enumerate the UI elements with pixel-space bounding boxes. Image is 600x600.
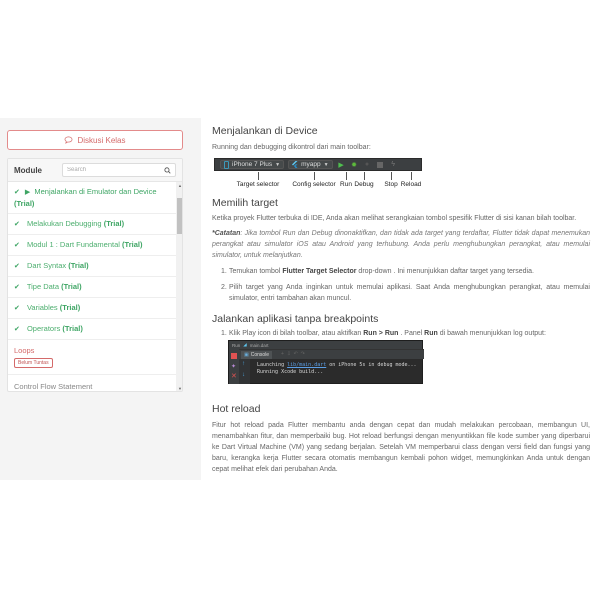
step-text: Klik Play icon di bilah toolbar, atau aktifkan bbox=[229, 330, 364, 337]
step-number: 1. bbox=[221, 330, 227, 337]
caret-down-icon: ▼ bbox=[323, 161, 329, 168]
check-icon: ✔ bbox=[14, 326, 20, 333]
toolbar-bar bbox=[214, 158, 422, 171]
step-item bbox=[212, 266, 590, 277]
lesson-content bbox=[212, 118, 590, 480]
status-badge: Belum Tuntas bbox=[14, 358, 53, 368]
module-search-input[interactable] bbox=[67, 167, 157, 173]
console-line: Running Xcode build... bbox=[257, 369, 324, 375]
flutter-icon: ◢ bbox=[243, 342, 247, 347]
stop-icon bbox=[231, 353, 237, 359]
steps-list bbox=[212, 328, 590, 339]
step-bold: Run > Run bbox=[363, 330, 399, 337]
check-icon: ✔ bbox=[14, 221, 20, 228]
module-item-label: Operators bbox=[26, 324, 61, 333]
search-icon[interactable] bbox=[164, 167, 171, 174]
step-number: 2. bbox=[221, 284, 227, 291]
module-item-label: Control Flow Statement bbox=[14, 382, 93, 391]
console-link: lib/main.dart bbox=[287, 362, 327, 368]
step-number: 1. bbox=[221, 268, 227, 275]
module-item-label: Menjalankan di Emulator dan Device bbox=[34, 187, 157, 196]
page bbox=[0, 118, 600, 480]
console-line: on iPhone 5s in debug mode... bbox=[326, 362, 417, 368]
module-item[interactable] bbox=[8, 256, 176, 277]
check-icon: ✔ bbox=[14, 284, 20, 291]
step-text: Temukan tombol bbox=[229, 268, 283, 275]
module-item-label: Modul 1 : Dart Fundamental bbox=[26, 240, 120, 249]
toolbar-label: Reload bbox=[400, 181, 422, 188]
module-item-tag: (Trial) bbox=[103, 219, 125, 228]
note-paragraph bbox=[212, 228, 590, 261]
step-bold: Flutter Target Selector bbox=[282, 268, 357, 275]
step-text: drop-down . Ini menunjukkan daftar target yang tersedia. bbox=[356, 268, 534, 275]
module-item[interactable] bbox=[8, 340, 176, 375]
module-item-label: Variables bbox=[26, 303, 58, 312]
module-item-tag: (Trial) bbox=[14, 199, 35, 208]
module-search bbox=[62, 163, 176, 177]
module-item-tag: (Trial) bbox=[61, 282, 82, 291]
toolbar-label: Debug bbox=[354, 181, 374, 188]
check-icon: ✔ bbox=[14, 242, 20, 249]
step-item bbox=[212, 328, 590, 339]
module-item-tag: (Trial) bbox=[122, 240, 143, 249]
stop-icon bbox=[376, 160, 385, 169]
section-heading: Hot reload bbox=[212, 403, 261, 415]
paragraph: Running dan debugging dikontrol dari main toolbar: bbox=[212, 144, 371, 151]
arrow-down-icon: ↓ bbox=[242, 372, 245, 378]
toolbar-label: Config selector bbox=[292, 181, 336, 188]
section-heading: Memilih target bbox=[212, 197, 278, 209]
paragraph: Ketika proyek Flutter terbuka di IDE, Anda akan melihat serangkaian tombol spesifik Flutter di sisi kanan bilah toolbar. bbox=[212, 215, 577, 222]
console-run-label: Run bbox=[232, 342, 241, 348]
run-icon: ▶ bbox=[338, 161, 344, 169]
config-selector bbox=[288, 160, 332, 169]
module-item[interactable] bbox=[8, 319, 176, 340]
toolbar-icons: + ⇩ ↶ ↷ bbox=[281, 351, 305, 357]
console-tab-label: Console bbox=[250, 352, 270, 358]
target-device-label: iPhone 7 Plus bbox=[232, 161, 273, 168]
play-icon: ▶ bbox=[24, 189, 31, 196]
section-heading: Menjalankan di Device bbox=[212, 125, 318, 137]
step-text: . Panel bbox=[398, 330, 425, 337]
step-text: Pilih target yang Anda inginkan untuk memulai aplikasi. Saat Anda menghubungkan perangkat, atau memulai simulator, entri tambahan akan muncul. bbox=[229, 284, 590, 302]
check-icon: ✔ bbox=[14, 263, 20, 270]
module-title: Module bbox=[14, 165, 42, 175]
sidebar bbox=[0, 118, 201, 480]
module-item-tag: (Trial) bbox=[62, 324, 83, 333]
module-item[interactable] bbox=[8, 277, 176, 298]
toolbar-image bbox=[214, 158, 422, 194]
module-item-tag: (Trial) bbox=[68, 261, 89, 270]
module-item-label: Melakukan Debugging bbox=[26, 219, 102, 228]
console-file-label: main.dart bbox=[249, 342, 269, 348]
module-list-scrollbar[interactable] bbox=[176, 182, 183, 392]
module-item[interactable] bbox=[8, 375, 176, 392]
close-icon: ✕ bbox=[231, 373, 237, 380]
module-item[interactable] bbox=[8, 298, 176, 319]
reload-icon: ϟ bbox=[391, 161, 395, 168]
toolbar-label: Run bbox=[340, 181, 352, 188]
caret-down-icon: ▼ bbox=[275, 161, 281, 168]
phone-icon bbox=[224, 161, 229, 169]
console-line: Launching bbox=[257, 362, 288, 368]
module-item-label: Loops bbox=[14, 346, 35, 355]
console-tab bbox=[241, 351, 272, 359]
config-label: myapp bbox=[301, 161, 321, 168]
console-output bbox=[257, 362, 417, 376]
pin-icon: ✦ bbox=[231, 364, 237, 370]
discuss-class-label: Diskusi Kelas bbox=[77, 135, 126, 145]
step-item bbox=[212, 282, 590, 304]
flutter-icon bbox=[292, 161, 298, 168]
toolbar-label: Stop bbox=[384, 181, 398, 188]
discuss-class-button[interactable] bbox=[7, 130, 183, 150]
module-item-tag: (Trial) bbox=[59, 303, 81, 312]
console-sidebar bbox=[229, 349, 239, 384]
module-item[interactable] bbox=[8, 235, 176, 256]
module-item[interactable] bbox=[8, 182, 176, 214]
console-icon: ▣ bbox=[244, 352, 249, 358]
module-list bbox=[8, 182, 176, 392]
steps-list bbox=[212, 266, 590, 304]
check-icon: ✔ bbox=[14, 189, 20, 196]
module-item[interactable] bbox=[8, 214, 176, 235]
target-selector bbox=[220, 160, 284, 169]
note-label: *Catatan bbox=[212, 230, 241, 237]
module-item-label: Tipe Data bbox=[26, 282, 60, 291]
scroll-up-icon[interactable]: ▲ bbox=[178, 183, 182, 188]
attach-icon: ● bbox=[364, 161, 370, 168]
paragraph: Fitur hot reload pada Flutter membantu anda dengan cepat dan mudah melakukan percobaan, membangun UI, menambahkan fitur, dan memperbaiki bug. Hot reload berfungsi dengan menyuntikkan file kode sumber yang diperbarui ke Dart Virtual Machine (VM) yang sedang berjalan. Setelah VM memperbarui class dengan versi field dan fungsi yang baru, kerangka kerja Flutter secara otomatis membangun kembali pohon widget, memungkinkan Anda untuk dengan cepat melihat efek dari perubahan Anda. bbox=[212, 422, 590, 473]
chat-bubble-icon bbox=[64, 136, 73, 144]
toolbar-labels bbox=[214, 171, 422, 194]
console-gutter bbox=[239, 359, 250, 384]
scrollbar-thumb[interactable] bbox=[177, 198, 183, 234]
console-image bbox=[228, 340, 423, 384]
step-bold: Run bbox=[424, 330, 438, 337]
check-icon: ✔ bbox=[14, 305, 20, 312]
module-panel-header bbox=[8, 159, 182, 182]
console-tabs bbox=[229, 349, 424, 359]
module-item-label: Dart Syntax bbox=[26, 261, 67, 270]
module-panel bbox=[7, 158, 183, 392]
note-text: : Jika tombol Run dan Debug dinonaktifkan, dan tidak ada target yang terdaftar, Flutter tidak dapat menemukan perangkat atau simulator iOS atau Android yang terhubung. Anda perlu menghubungkan perangkat, atau memulai simulator, untuk melanjutkan. bbox=[212, 230, 590, 259]
toolbar-label: Target selector bbox=[236, 181, 280, 188]
section-heading: Jalankan aplikasi tanpa breakpoints bbox=[212, 313, 379, 325]
arrow-up-icon: ↑ bbox=[242, 361, 245, 367]
step-text: di bawah menunjukkan log output: bbox=[437, 330, 546, 337]
console-titlebar bbox=[229, 341, 422, 349]
debug-icon: ✹ bbox=[351, 161, 357, 169]
scroll-down-icon[interactable]: ▼ bbox=[178, 386, 182, 391]
